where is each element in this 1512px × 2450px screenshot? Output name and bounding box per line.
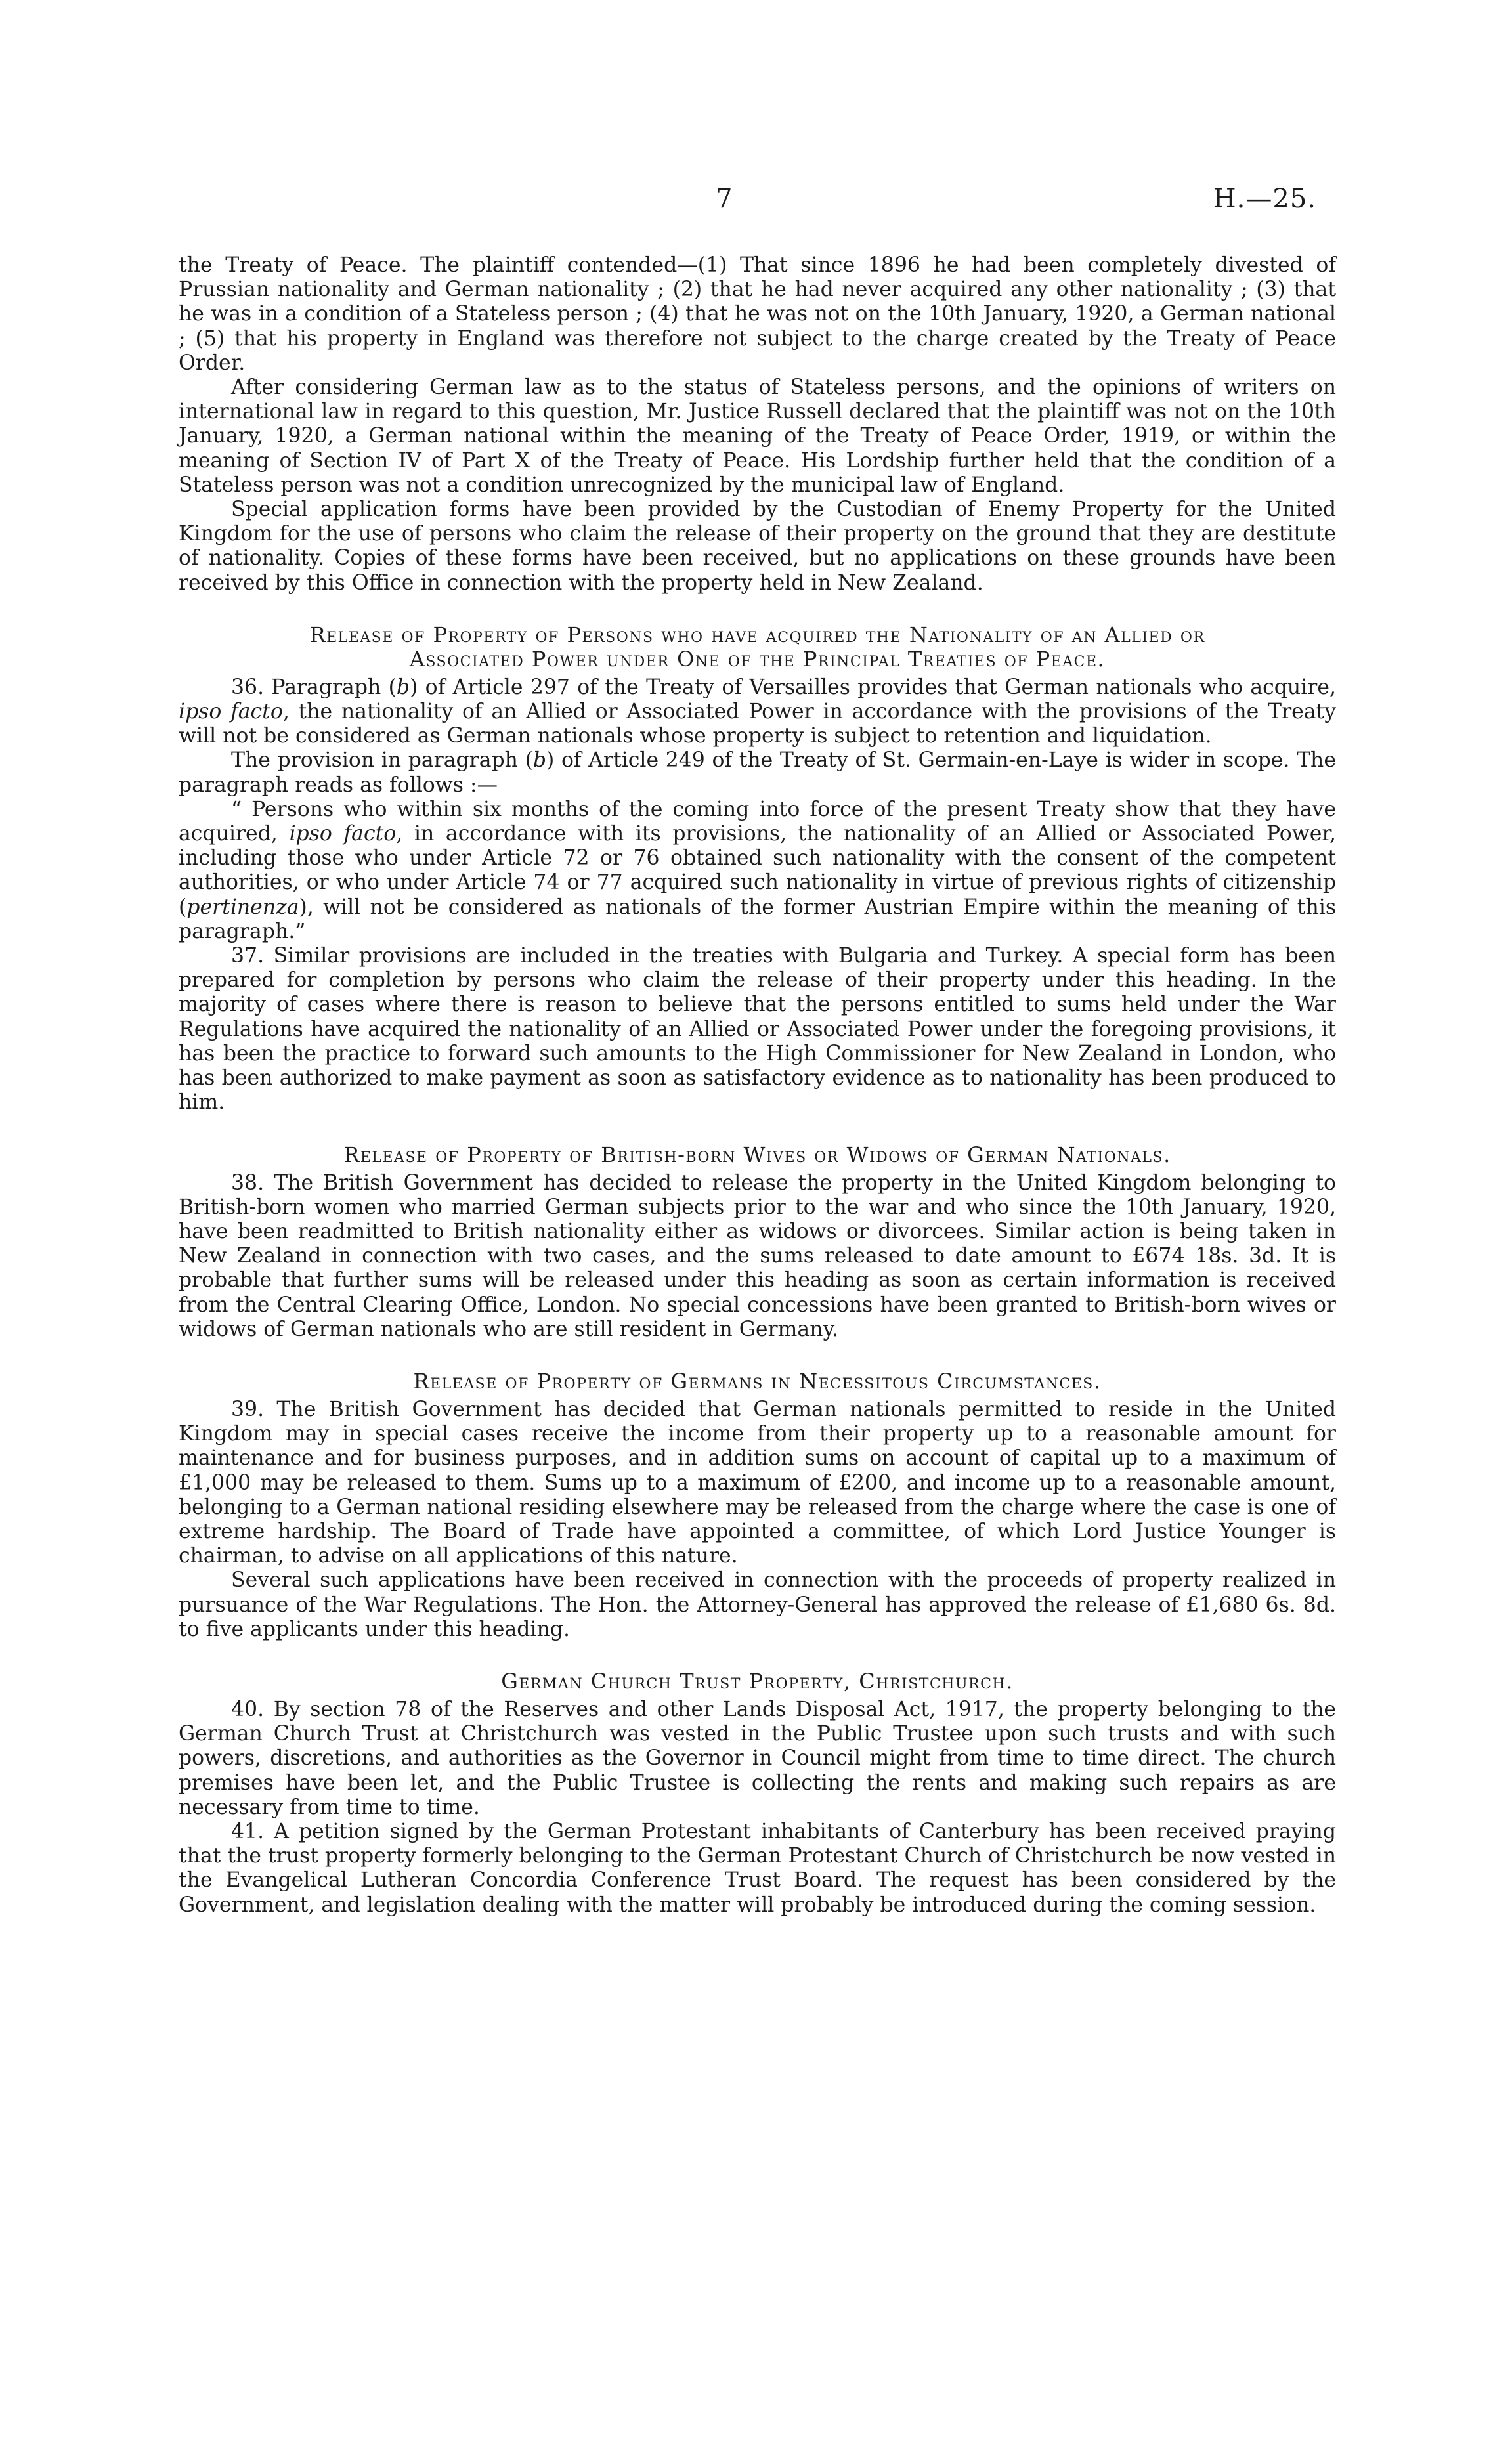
- italic-text: ipso facto: [179, 700, 283, 724]
- italic-text: pertinenza: [186, 895, 299, 919]
- paragraph-special-forms: Special application forms have been provided by the Custodian of Enemy Property for the United Kingdom for the use of persons who claim the release of their property on the ground that they are destitute of nationality. Copies of these forms have been received, but no applications on these grounds have been received by this Office in connection with the property held in New Zealand.: [179, 498, 1336, 595]
- text-run: 36. Paragraph (: [231, 675, 397, 699]
- section-heading-necessitous-circumstances: Release of Property of Germans in Necessitous Circumstances.: [413, 1368, 1102, 1394]
- section-heading-church-trust: German Church Trust Property, Christchurch.: [501, 1668, 1014, 1694]
- italic-text: ipso facto: [289, 822, 397, 846]
- italic-text: b: [532, 748, 547, 773]
- paragraph-several-applications: Several such applications have been received in connection with the proceeds of property realized in pursuance of the War Regulations. The Hon. the Attorney-General has approved the release of £1,680 6s. 8d. to five applicants under this heading.: [179, 1568, 1336, 1641]
- document-reference: H.—25.: [1213, 184, 1316, 214]
- text-run: The provision in paragraph (: [231, 748, 533, 773]
- paragraph-37: 37. Similar provisions are included in the treaties with Bulgaria and Turkey. A special form has been prepared for completion by persons who claim the release of their property under this heading. In the majority of cases where there is reason to believe that the persons entitled to sums held under the War Regulations have acquired the nationality of an Allied or Associated Power under the foregoing provisions, it has been the practice to forward such amounts to the High Commissioner for New Zealand in London, who has been authorized to make payment as soon as satisfactory evidence as to nationality has been produced to him.: [179, 944, 1336, 1115]
- section-heading-british-born-wives: Release of Property of British-born Wives or Widows of German Nationals.: [343, 1142, 1171, 1167]
- section-heading-line: Associated Power under One of the Principal Treaties of Peace.: [409, 646, 1106, 672]
- text-run: , in accordance with its provisions, the nationality of an Allied or Associated Power, including those who under Article 72 or 76 obtained such nationality with the consent of the competent authorities, or who under Article 74 or 77 acquired such nationality in virtue of previous rights of citizenship (: [179, 822, 1336, 919]
- text-run: ) of Article 249 of the Treaty of St. Germain-en-Laye is wider in scope. The paragraph reads as follows :—: [179, 748, 1336, 797]
- section-heading-line: Release of Property of Persons who have acquired the Nationality of an Allied or: [309, 622, 1205, 647]
- paragraph-38: 38. The British Government has decided to release the property in the United Kingdom belonging to British-born women who married German subjects prior to the war and who since the 10th January, 1920, have been readmitted to British nationality either as widows or divorcees. Similar action is being taken in New Zealand in connection with two cases, and the sums released to date amount to £674 18s. 3d. It is probable that further sums will be released under this heading as soon as certain information is received from the Central Clearing Office, London. No special concessions have been granted to British-born wives or widows of German nationals who are still resident in Germany.: [179, 1171, 1336, 1341]
- paragraph-39: 39. The British Government has decided that German nationals permitted to reside in the United Kingdom may in special cases receive the income from their property up to a reasonable amount for maintenance and for business purposes, and in addition sums on account of capital up to a maximum of £1,000 may be released to them. Sums up to a maximum of £200, and income up to a reasonable amount, belonging to a German national residing elsewhere may be released from the charge where the case is one of extreme hardship. The Board of Trade have appointed a committee, of which Lord Justice Younger is chairman, to advise on all applications of this nature.: [179, 1397, 1336, 1568]
- paragraph-36: [179, 676, 1336, 749]
- page-number: 7: [716, 184, 733, 214]
- quoted-paragraph: [179, 798, 1336, 944]
- text-run: “ Persons who within six months of the coming into force of the present Treaty show that they have acquired,: [179, 797, 1336, 846]
- paragraph-after-considering: After considering German law as to the status of Stateless persons, and the opinions of writers on international law in regard to this question, Mr. Justice Russell declared that the plaintiff was not on the 10th January, 1920, a German national within the meaning of the Treaty of Peace Order, 1919, or within the meaning of Section IV of Part X of the Treaty of Peace. His Lordship further held that the condition of a Stateless person was not a condition unrecognized by the municipal law of England.: [179, 376, 1336, 497]
- paragraph-40: 40. By section 78 of the Reserves and other Lands Disposal Act, 1917, the property belonging to the German Church Trust at Christchurch was vested in the Public Trustee upon such trusts and with such powers, discretions, and authorities as the Governor in Council might from time to time direct. The church premises have been let, and the Public Trustee is collecting the rents and making such repairs as are necessary from time to time.: [179, 1697, 1336, 1819]
- body-text: [179, 253, 1336, 1918]
- section-heading-allied-nationality: [179, 623, 1336, 672]
- italic-text: b: [396, 675, 410, 699]
- paragraph-continued: the Treaty of Peace. The plaintiff contended—(1) That since 1896 he had been completely divested of Prussian nationality and German nationality ; (2) that he had never acquired any other nationality ; (3) that he was in a condition of a Stateless person ; (4) that he was not on the 10th January, 1920, a German national ; (5) that his property in England was therefore not subject to the charge created by the Treaty of Peace Order.: [179, 253, 1336, 375]
- text-run: , the nationality of an Allied or Associated Power in accordance with the provisions of the Treaty will not be considered as German nationals whose property is subject to retention and liquidation.: [179, 700, 1336, 748]
- paragraph-provision: [179, 748, 1336, 797]
- text-run: ) of Article 297 of the Treaty of Versailles provides that German nationals who acquire,: [410, 675, 1336, 699]
- page-header: [0, 184, 1512, 223]
- paragraph-41: 41. A petition signed by the German Protestant inhabitants of Canterbury has been received praying that the trust property formerly belonging to the German Protestant Church of Christchurch be now vested in the Evangelical Lutheran Concordia Conference Trust Board. The request has been considered by the Government, and legislation dealing with the matter will probably be introduced during the coming session.: [179, 1819, 1336, 1917]
- text-run: ), will not be considered as nationals of the former Austrian Empire within the meaning of this paragraph.”: [179, 895, 1336, 943]
